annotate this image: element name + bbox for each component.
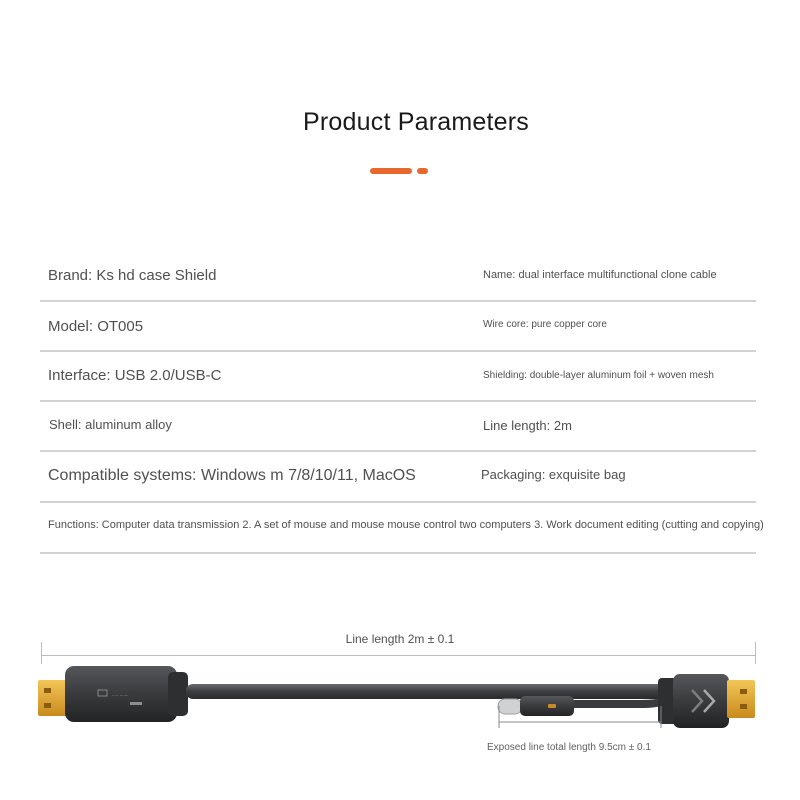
param-compatible-systems: Compatible systems: Windows m 7/8/10/11, MacOS (48, 467, 416, 484)
main-cable (186, 684, 664, 699)
param-shell: Shell: aluminum alloy (49, 417, 172, 432)
usb-c-connector (498, 696, 574, 716)
param-name: Name: dual interface multifunctional clone cable (483, 269, 717, 281)
param-packaging: Packaging: exquisite bag (481, 467, 626, 482)
left-housing (65, 666, 188, 722)
left-usb-a-connector (38, 680, 68, 716)
param-model: Model: OT005 (48, 318, 144, 335)
param-functions: Functions: Computer data transmission 2. A set of mouse and mouse mouse control two computers 3. Work document editing (cutting and copying) (48, 519, 764, 531)
param-shielding: Shielding: double-layer aluminum foil + woven mesh (483, 370, 714, 381)
param-wire-core: Wire core: pure copper core (483, 319, 607, 330)
branch-cable (572, 700, 664, 704)
param-brand: Brand: Ks hd case Shield (48, 267, 217, 284)
length-dimension-label: Line length 2m ± 0.1 (345, 632, 455, 646)
right-housing (658, 674, 729, 728)
right-usb-a-connector (727, 680, 755, 718)
param-interface: Interface: USB 2.0/USB-C (48, 367, 222, 384)
exposed-length-label: Exposed line total length 9.5cm ± 0.1 (487, 742, 651, 753)
param-line-length: Line length: 2m (483, 418, 572, 433)
housing-print: ····· ······· (112, 693, 129, 698)
page-title: Product Parameters (303, 108, 529, 136)
